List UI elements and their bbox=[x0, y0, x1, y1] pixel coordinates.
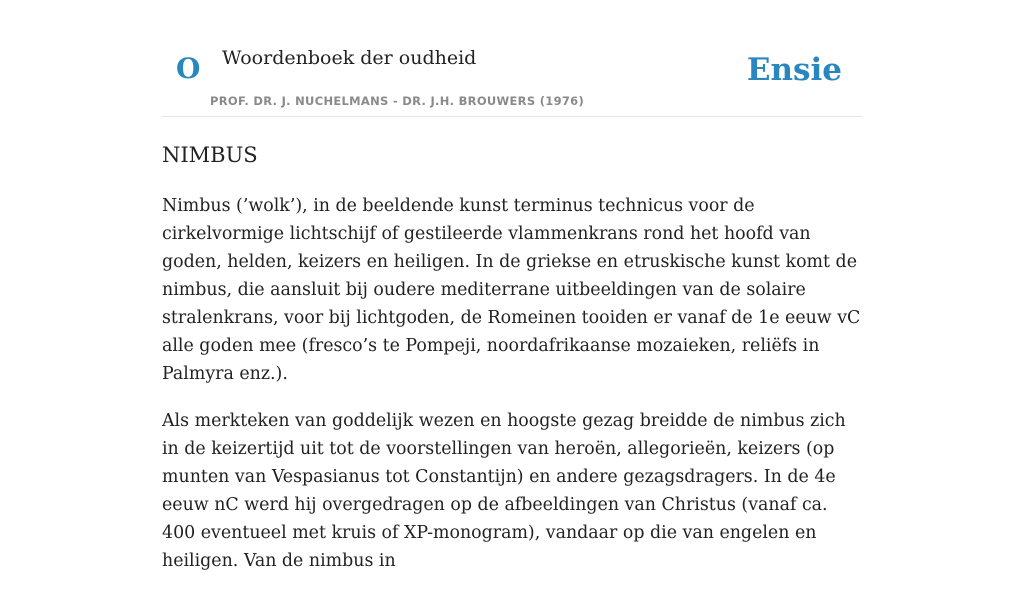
article-paragraph: Als merkteken van goddelijk wezen en hoogste gezag breidde de nimbus zich in de keizertijd uit tot de voorstellingen van heroën, allegorieën, keizers (op munten van Vespasianus tot Constantijn) en andere gezagsdragers. In de 4e eeuw nC werd hij overgedragen op de afbeeldingen van Christus (vanaf ca. 400 eventueel met kruis of XP-monogram), vandaar op die van engelen en heiligen. Van de nimbus in bbox=[162, 411, 846, 571]
book-authors: PROF. DR. J. NUCHELMANS - DR. J.H. BROUWERS (1976) bbox=[210, 94, 585, 108]
book-title-link[interactable]: Woordenboek der oudheid bbox=[222, 47, 477, 69]
article-paragraph: Nimbus (’wolk’), in de beeldende kunst terminus technicus voor de cirkelvormige lichtschijf of gestileerde vlammenkrans rond het hoofd van goden, helden, keizers en heiligen. In de griekse en etruskische kunst komt de nimbus, die aansluit bij oudere mediterrane uitbeeldingen van de solaire stralenkrans, voor bij lichtgoden, de Romeinen tooiden er vanaf de 1e eeuw vC alle goden mee (fresco’s te Pompeji, noordafrikaanse mozaieken, reliëfs in Palmyra enz.). bbox=[162, 196, 861, 384]
article-title: NIMBUS bbox=[162, 143, 258, 167]
letter-index[interactable]: O bbox=[176, 52, 201, 85]
article-body bbox=[162, 192, 862, 594]
brand-logo[interactable]: Ensie bbox=[746, 52, 842, 88]
header bbox=[162, 0, 862, 117]
page bbox=[162, 0, 862, 571]
